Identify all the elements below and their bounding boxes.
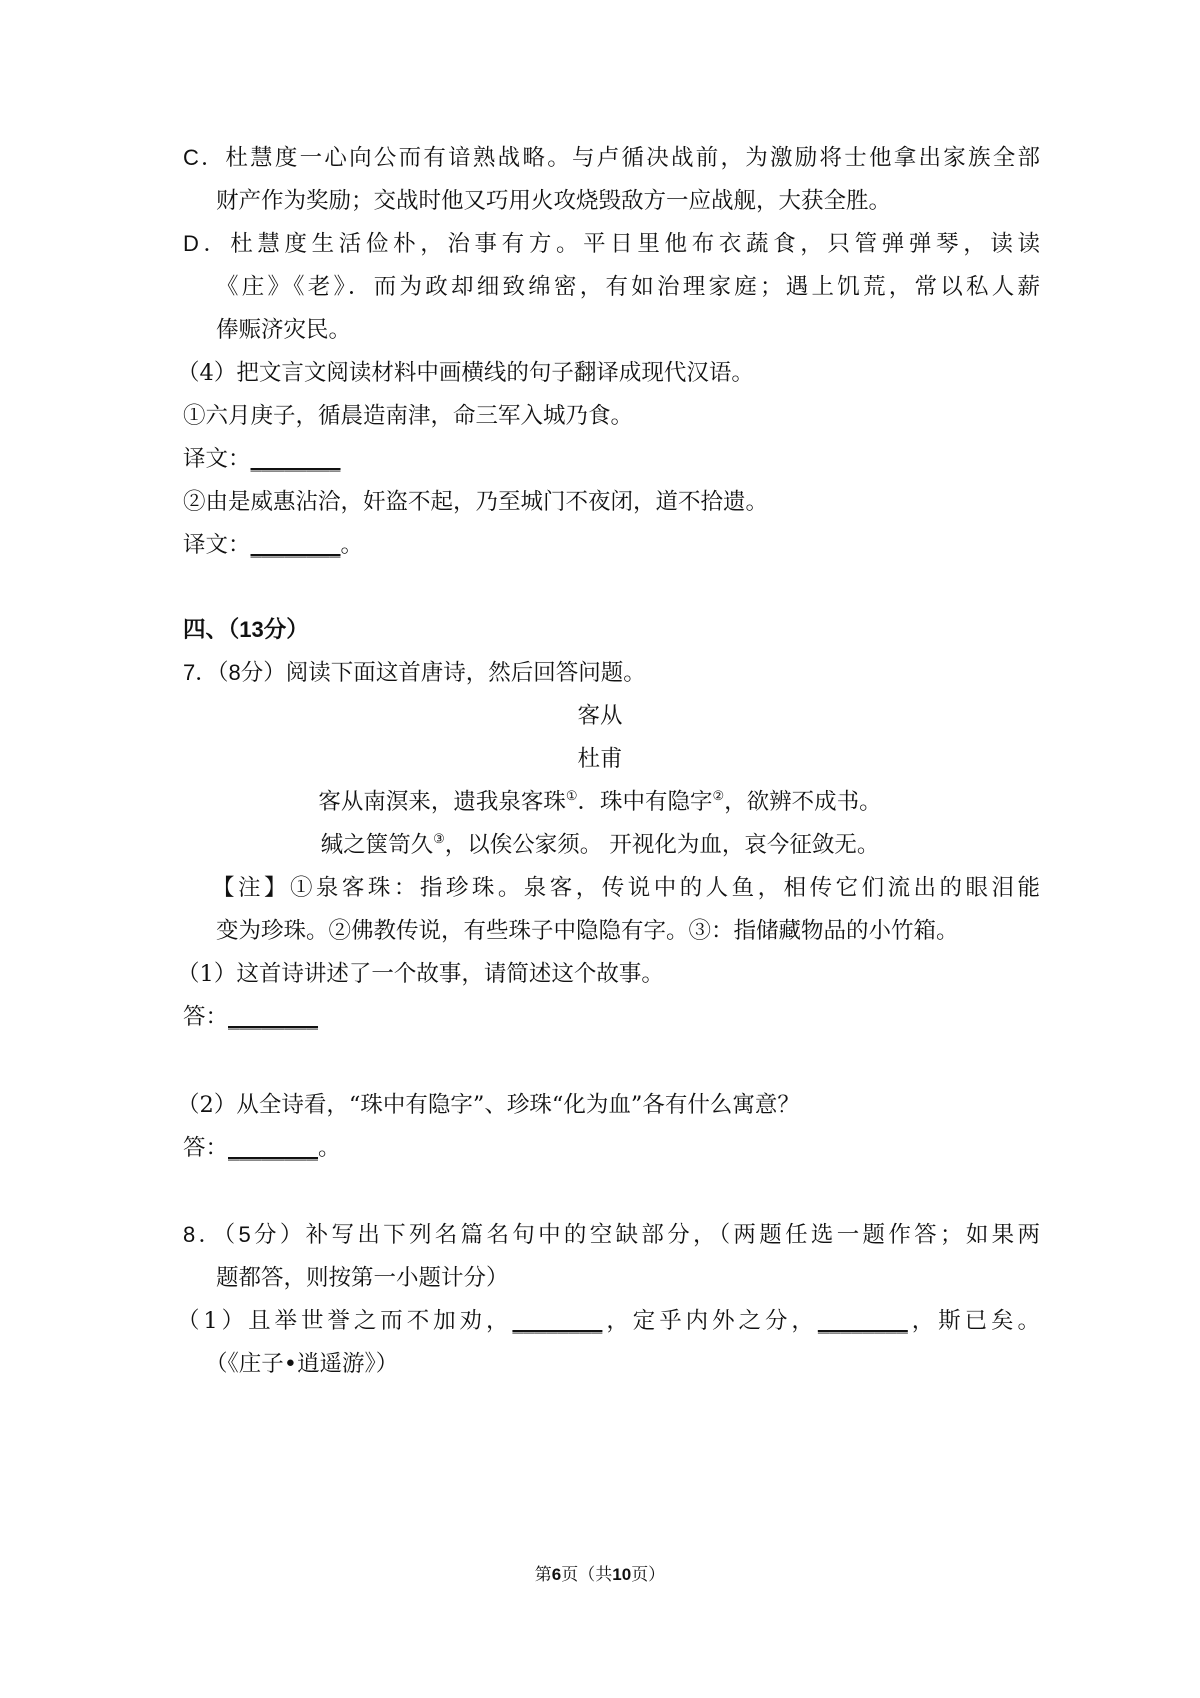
answer-blank[interactable]: ________: [250, 446, 341, 472]
footer-total-pages: 10: [612, 1565, 632, 1584]
q7-number: 7．: [183, 660, 218, 685]
answer-blank[interactable]: ________: [512, 1308, 603, 1334]
q7-sub2-prompt: （2）从全诗看，“珠中有隐字”、珍珠“化为血”各有什么寓意？: [177, 1092, 800, 1118]
q7-score-open: （: [217, 660, 229, 686]
poem-line1-b: ．珠中有隐字: [577, 789, 713, 815]
page-footer: [0, 1564, 1200, 1586]
footer-suffix: 页）: [631, 1565, 666, 1585]
section-score: 13: [239, 617, 264, 642]
q8-score: 5: [238, 1222, 251, 1247]
q8-score-open: （: [223, 1222, 239, 1248]
footnote-marker: ③: [433, 832, 445, 847]
q8-source: （《庄子•逍遥游》）: [205, 1351, 399, 1377]
q8-intro-text: 分）补写出下列名篇名句中的空缺部分，（两题任选一题作答；如果两: [250, 1222, 1040, 1248]
q8-intro-line1: [183, 1218, 1040, 1252]
q7-score: 8: [228, 660, 241, 685]
poem-note-line1: 【注】①泉客珠：指珍珠。泉客，传说中的人鱼，相传它们流出的眼泪能: [212, 875, 1040, 901]
q7-intro-text: 分）阅读下面这首唐诗，然后回答问题。: [240, 660, 646, 686]
section-heading-text: 四、（: [183, 617, 240, 643]
option-d-line1: [183, 227, 1040, 261]
answer-label: 译文：: [183, 532, 251, 558]
q8-number: 8．: [183, 1222, 224, 1247]
option-d-line2: 《庄》《老》．而为政却细致绵密，有如治理家庭；遇上饥荒，常以私人薪: [216, 274, 1040, 300]
q8-sub1-b: ，定乎内外之分，: [602, 1308, 818, 1334]
poem-title: 客从: [577, 703, 623, 729]
q8-sub1-c: ，斯已矣。: [907, 1308, 1040, 1334]
q6-sub4-sentence2: ②由是威惠沾洽，奸盗不起，乃至城门不夜闭，道不拾遗。: [183, 489, 769, 515]
q6-sub4-sentence1: ①六月庚子，循晨造南津，命三军入城乃食。: [183, 403, 634, 429]
option-c-line2: 财产作为奖励；交战时他又巧用火攻烧毁敌方一应战舰，大获全胜。: [216, 188, 892, 214]
footer-prefix: 第: [534, 1565, 552, 1585]
answer-end: 。: [318, 1135, 341, 1161]
poem-line1-a: 客从南溟来，遗我泉客珠: [318, 789, 566, 815]
poem-author: 杜甫: [577, 746, 623, 772]
q7-sub2-answer: [183, 1131, 1040, 1165]
footnote-marker: ①: [565, 789, 578, 804]
section-heading-end: 分）: [263, 617, 309, 643]
poem-line2-a: 缄之箧笥久: [320, 832, 434, 858]
q8-sub1-a: （1）且举世誉之而不加劝，: [177, 1308, 513, 1334]
option-c-line1: [183, 141, 1040, 175]
q7-sub1-prompt: （1）这首诗讲述了一个故事，请简述这个故事。: [177, 961, 664, 987]
answer-label: 译文：: [183, 446, 251, 472]
poem-line2-b: ，以俟公家须。 开视化为血，哀今征敛无。: [444, 832, 880, 858]
q8-intro-line2: 题都答，则按第一小题计分）: [216, 1265, 509, 1291]
q7-intro: [183, 656, 1040, 690]
option-c-label: C．: [183, 145, 226, 170]
q6-sub4-answer1: [183, 442, 1040, 476]
option-c-text: 杜慧度一心向公而有谙熟战略。与卢循决战前，为激励将士他拿出家族全部: [225, 145, 1040, 171]
option-d-text: 杜慧度生活俭朴，治事有方。平日里他布衣蔬食，只管弹弹琴，读读: [230, 231, 1040, 257]
answer-blank[interactable]: ________: [228, 1135, 319, 1161]
option-d-label: D．: [183, 231, 231, 256]
poem-line1-c: ，欲辨不成书。: [724, 789, 882, 815]
answer-label: 答：: [183, 1135, 229, 1161]
option-d-line3: 俸赈济灾民。: [216, 317, 352, 343]
poem-line1: [0, 785, 1200, 819]
footer-middle: 页（共: [561, 1565, 613, 1585]
q6-sub4-answer2: [183, 528, 1040, 562]
q7-sub1-answer: [183, 1000, 1040, 1034]
poem-line2: [0, 828, 1200, 862]
footnote-marker: ②: [712, 789, 725, 804]
section-heading: [183, 613, 1040, 647]
answer-blank[interactable]: ________: [250, 532, 341, 558]
q8-sub1: [177, 1304, 1040, 1338]
answer-label: 答：: [183, 1004, 229, 1030]
footer-page-number: 6: [551, 1565, 562, 1584]
answer-blank[interactable]: ________: [817, 1308, 908, 1334]
q6-sub4-prompt: （4）把文言文阅读材料中画横线的句子翻译成现代汉语。: [177, 360, 754, 386]
answer-blank[interactable]: ________: [228, 1004, 319, 1030]
answer-end: 。: [340, 532, 364, 558]
poem-note-line2: 变为珍珠。②佛教传说，有些珠子中隐隐有字。③：指储藏物品的小竹箱。: [216, 918, 959, 944]
